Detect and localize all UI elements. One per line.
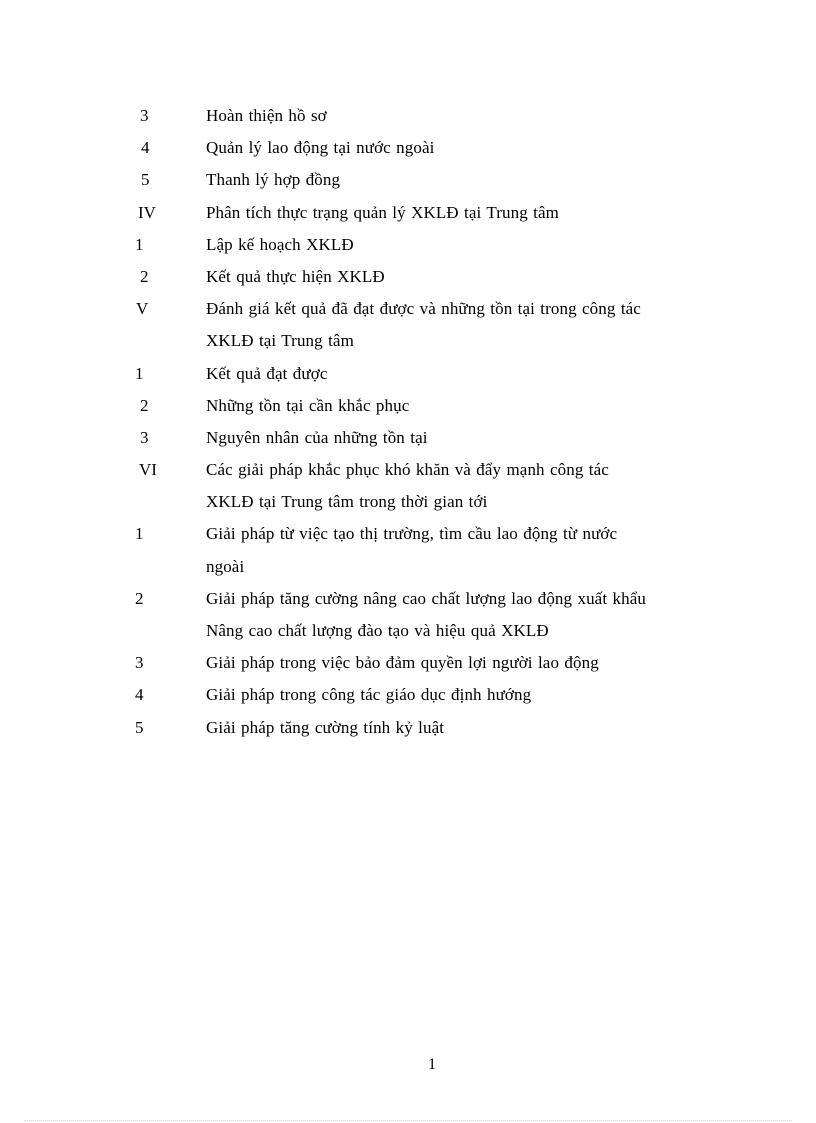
toc-row: [0, 422, 816, 454]
toc-row: [0, 712, 816, 744]
toc-number: 2: [140, 266, 149, 286]
toc-text: XKLĐ tại Trung tâm: [206, 331, 354, 351]
toc-number: 3: [140, 427, 149, 447]
toc-row-continuation: [0, 551, 816, 583]
toc-number: 1: [135, 524, 144, 544]
toc-number: 4: [141, 138, 150, 158]
toc-number: VI: [139, 460, 157, 480]
toc-number: 2: [135, 588, 144, 608]
toc-row: [0, 132, 816, 164]
toc-row: [0, 100, 816, 132]
toc-text: XKLĐ tại Trung tâm trong thời gian tới: [206, 492, 488, 512]
toc-row: [0, 390, 816, 422]
toc-row: [0, 583, 816, 615]
page-number: 1: [428, 1056, 436, 1073]
toc-row: [0, 647, 816, 679]
toc-text: Giải pháp tăng cường tính kỷ luật: [206, 717, 445, 737]
toc-number: 2: [140, 395, 149, 415]
toc-row: [0, 197, 816, 229]
toc-text: Kết quả thực hiện XKLĐ: [206, 266, 385, 286]
toc-text: Giải pháp trong công tác giáo dục định hướng: [206, 685, 532, 705]
toc-number: 1: [135, 234, 144, 254]
toc-row: [0, 229, 816, 261]
toc-number: 5: [141, 170, 150, 190]
toc-text: Phân tích thực trạng quản lý XKLĐ tại Trung tâm: [206, 202, 559, 222]
toc-text: Nguyên nhân của những tồn tại: [206, 427, 428, 447]
toc-number: V: [136, 299, 149, 319]
toc-text: Đánh giá kết quả đã đạt được và những tồn tại trong công tác: [206, 299, 641, 319]
toc-text: Nâng cao chất lượng đào tạo và hiệu quả XKLĐ: [206, 621, 549, 640]
toc-row: [0, 454, 816, 486]
toc-text: Giải pháp từ việc tạo thị trường, tìm cầu lao động từ nước: [206, 524, 618, 544]
toc-text: Những tồn tại cần khắc phục: [206, 395, 410, 415]
toc-row: [0, 518, 816, 550]
toc-row-continuation: [0, 486, 816, 518]
toc-text: Kết quả đạt được: [206, 363, 328, 383]
toc-number: IV: [138, 202, 156, 222]
toc-row: [0, 293, 816, 325]
toc-text: Hoàn thiện hồ sơ: [206, 106, 327, 125]
toc-number: 1: [135, 363, 144, 383]
toc-number: 5: [135, 717, 144, 737]
toc-row: [0, 261, 816, 293]
toc-text: Giải pháp trong việc bảo đảm quyền lợi người lao động: [206, 653, 599, 673]
toc-row-continuation: [0, 325, 816, 357]
toc-row: [0, 679, 816, 711]
toc-number: 3: [135, 653, 144, 673]
toc-text: Quản lý lao động tại nước ngoài: [206, 138, 435, 158]
toc-text: Lập kế hoạch XKLĐ: [206, 234, 354, 254]
toc-row: [0, 164, 816, 196]
table-of-contents: [0, 100, 816, 744]
page-bottom-divider: [24, 1120, 792, 1121]
toc-number: 4: [135, 685, 144, 705]
toc-row: [0, 358, 816, 390]
toc-text: Thanh lý hợp đồng: [206, 170, 341, 190]
toc-row-continuation: [0, 615, 816, 647]
toc-text: Các giải pháp khắc phục khó khăn và đẩy mạnh công tác: [206, 460, 609, 480]
toc-number: 3: [140, 106, 149, 125]
toc-text: Giải pháp tăng cường nâng cao chất lượng lao động xuất khẩu: [206, 588, 646, 608]
toc-text: ngoài: [206, 556, 245, 576]
